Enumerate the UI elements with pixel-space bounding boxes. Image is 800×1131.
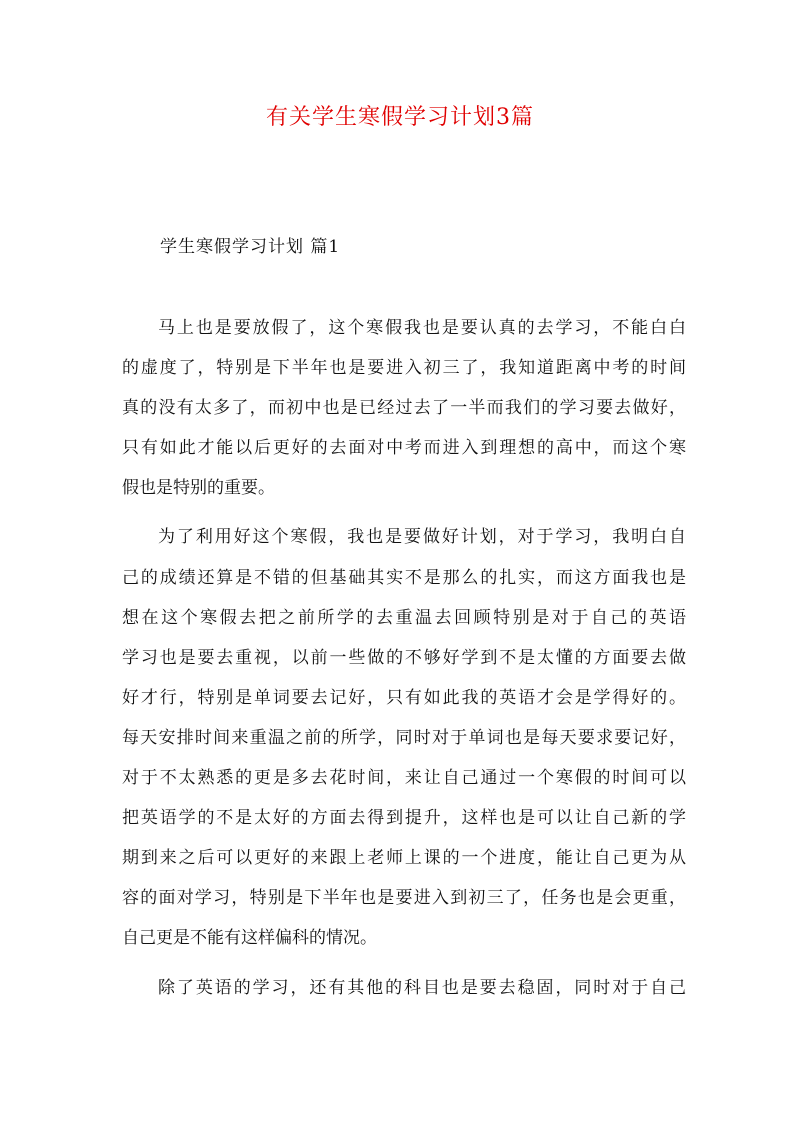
paragraph-line: 真的没有太多了，而初中也是已经过去了一半而我们的学习要去做好， [122, 398, 686, 418]
paragraph-line: 容的面对学习，特别是下半年也是要进入到初三了，任务也是会更重， [122, 888, 686, 908]
paragraph-line: 好才行，特别是单词要去记好，只有如此我的英语才会是学得好的。 [122, 688, 686, 708]
section-heading: 学生寒假学习计划 篇1 [160, 237, 341, 257]
paragraph-line: 学习也是要去重视，以前一些做的不够好学到不是太懂的方面要去做 [122, 648, 686, 668]
paragraph-line: 除了英语的学习，还有其他的科目也是要去稳固，同时对于自己 [158, 978, 686, 998]
paragraph-line: 为了利用好这个寒假，我也是要做好计划，对于学习，我明白自 [158, 527, 686, 547]
paragraph-line: 期到来之后可以更好的来跟上老师上课的一个进度，能让自己更为从 [122, 848, 686, 868]
paragraph-line: 假也是特别的重要。 [122, 478, 275, 498]
paragraph-line: 己的成绩还算是不错的但基础其实不是那么的扎实，而这方面我也是 [122, 568, 686, 588]
paragraph-line: 把英语学的不是太好的方面去得到提升，这样也是可以让自己新的学 [122, 808, 686, 828]
document-title: 有关学生寒假学习计划3篇 [266, 105, 534, 130]
paragraph-line: 对于不太熟悉的更是多去花时间，来让自己通过一个寒假的时间可以 [122, 768, 686, 788]
paragraph-line: 的虚度了，特别是下半年也是要进入初三了，我知道距离中考的时间 [122, 358, 686, 378]
paragraph-line: 每天安排时间来重温之前的所学，同时对于单词也是每天要求要记好， [122, 728, 686, 748]
paragraph-line: 自己更是不能有这样偏科的情况。 [122, 928, 377, 948]
paragraph-line: 只有如此才能以后更好的去面对中考而进入到理想的高中，而这个寒 [122, 438, 686, 458]
paragraph-line: 马上也是要放假了，这个寒假我也是要认真的去学习，不能白白 [158, 318, 686, 338]
paragraph-line: 想在这个寒假去把之前所学的去重温去回顾特别是对于自己的英语 [122, 608, 686, 628]
